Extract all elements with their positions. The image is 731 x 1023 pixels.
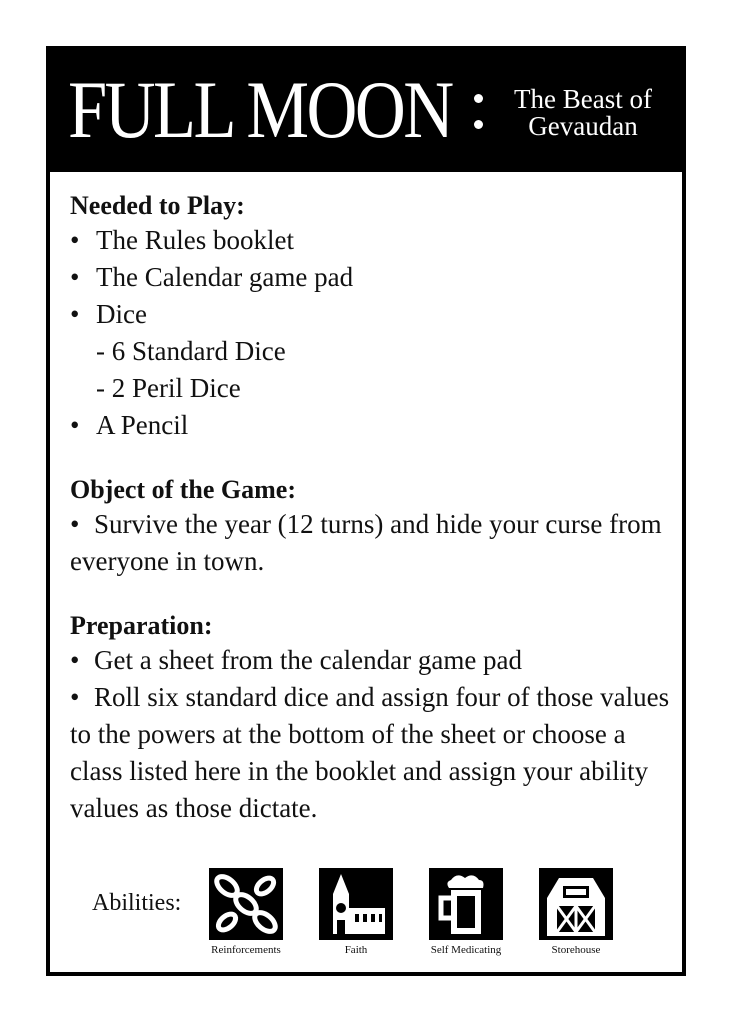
church-icon	[319, 868, 393, 940]
list-item: • The Rules booklet	[70, 225, 294, 255]
object-text: • Survive the year (12 turns) and hide your curse from everyone in town.	[70, 509, 662, 576]
ability-reinforcements	[191, 868, 301, 956]
preparation-item-2: • Roll six standard dice and assign four of those values to the powers at the bottom of the sheet or choose a class listed here in the booklet and assign your ability values as those dictate.	[70, 682, 670, 823]
ability-caption: Reinforcements	[211, 944, 281, 956]
object-heading: Object of the Game:	[70, 475, 296, 504]
rules-card	[46, 46, 686, 976]
ability-storehouse	[521, 868, 631, 956]
barn-icon	[539, 868, 613, 940]
needed-heading: Needed to Play:	[70, 191, 245, 220]
title-colon	[474, 86, 484, 136]
dice-sub-item: - 6 Standard Dice	[96, 336, 286, 366]
list-item: • Dice	[70, 299, 147, 329]
preparation-heading: Preparation:	[70, 611, 213, 640]
list-item: • A Pencil	[70, 410, 189, 440]
ability-caption: Self Medicating	[430, 944, 502, 956]
beer-mug-icon	[429, 868, 503, 940]
preparation-item-1: • Get a sheet from the calendar game pad	[70, 645, 523, 675]
rules-content	[70, 190, 680, 827]
title-main: FULL MOON	[68, 64, 452, 155]
ability-faith	[301, 868, 411, 956]
list-item: • The Calendar game pad	[70, 262, 354, 292]
title-banner	[50, 50, 682, 172]
title-subtitle	[490, 86, 676, 140]
subtitle-line-1: The Beast of	[514, 84, 652, 114]
dice-sub-item: - 2 Peril Dice	[96, 373, 241, 403]
abilities-row	[50, 862, 682, 962]
ability-caption: Faith	[344, 944, 368, 956]
ability-self-medicating	[411, 868, 521, 956]
abilities-label: Abilities:	[92, 890, 182, 916]
subtitle-line-2: Gevaudan	[528, 111, 638, 141]
chain-icon	[209, 868, 283, 940]
ability-caption: Storehouse	[551, 944, 601, 956]
